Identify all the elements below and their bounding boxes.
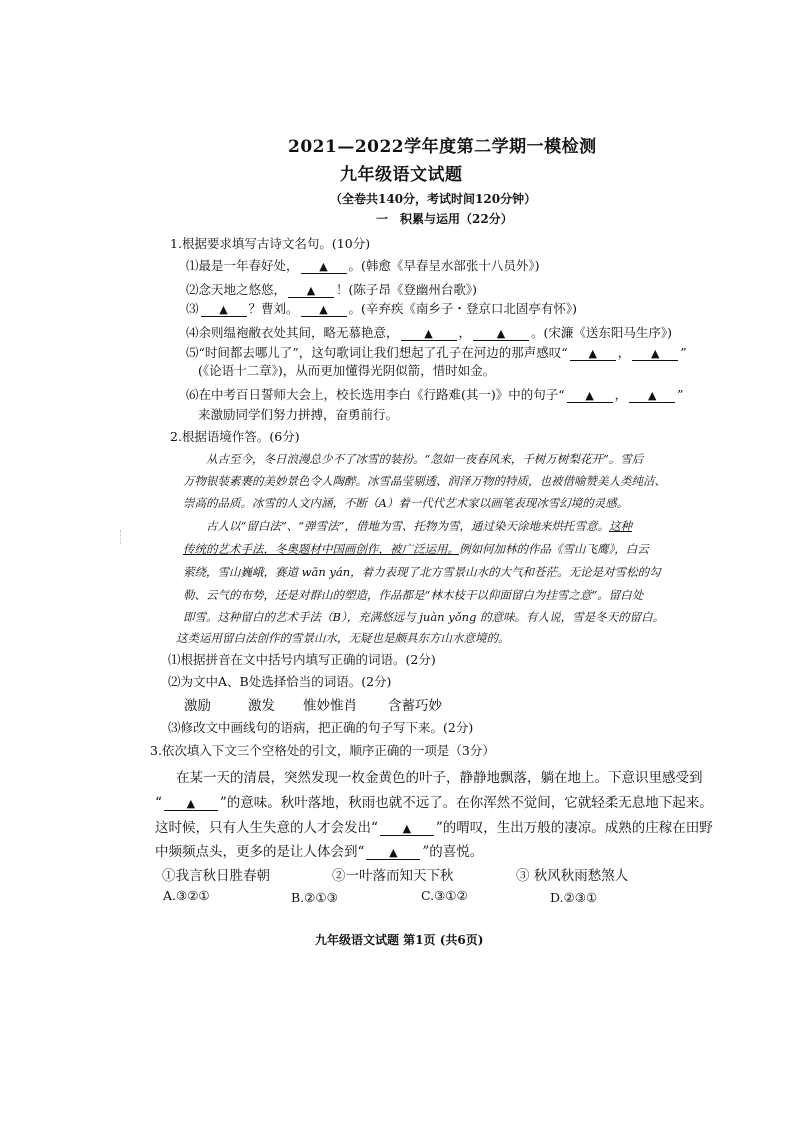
word-option[interactable]: 惟妙惟肖: [303, 698, 357, 714]
q2-passage-line: 从古至今，冬日浪漫总少不了冰雪的装扮。“忽如一夜春风来，千树万树梨花开”。雪后: [206, 452, 644, 466]
q1-item-5-cont: (《论语十二章》)，从而更加懂得光阴似箭，惜时如金。: [198, 363, 496, 378]
q2-passage-line: 这类运用留白法创作的雪景山水，无疑也是颇具东方山水意境的。: [176, 631, 510, 645]
quote-3: ③ 秋风秋雨愁煞人: [516, 868, 629, 884]
answer-blank[interactable]: ▲: [401, 327, 457, 341]
word-option[interactable]: 激发: [248, 698, 275, 714]
page-footer: 九年级语文试题 第1页 (共6页): [315, 933, 484, 947]
word-option[interactable]: 含蓄巧妙: [388, 698, 442, 714]
q1-item-2: ⑵念天地之悠悠， ▲ ！(陈子昂《登幽州台歌》): [186, 282, 478, 297]
q2-passage-line: 崇高的品质。冰雪的人文内涵，不断（A）着一代代艺术家以画笔表现冰雪幻境的灵感。: [183, 496, 629, 510]
q1-item-6: ⑹在中考百日誓师大会上，校长选用李白《行路难(其一)》中的句子“ ▲ ， ▲ ”: [186, 387, 684, 402]
q1-item-3: ⑶ ▲ ？曹刘。 ▲ 。(辛弃疾《南乡子・登京口北固亭有怀》): [186, 301, 578, 316]
q2-passage-line: 萦绕，雪山巍峨，赛道 wān yán，着力表现了北方雪景山水的大气和苍茫。无论是对雪松的勾: [183, 565, 661, 579]
underlined-sentence: 这种: [609, 519, 633, 533]
answer-blank[interactable]: ▲: [301, 303, 347, 317]
q2-passage-line: 即雪。这种留白的艺术手法（B），充满悠远与 juàn yǒng 的意味。有人说，雪是冬天的留白。: [183, 610, 665, 624]
q3-passage-line: 这时候，只有人生失意的人才会发出“ ▲ ”的喟叹，生出万般的凄凉。成熟的庄稼在田野: [155, 820, 713, 836]
answer-blank[interactable]: ▲: [288, 284, 334, 298]
section-heading: 一 积累与运用（22分）: [376, 212, 513, 226]
q3-stem: 3.依次填入下文三个空格处的引文，顺序正确的一项是（3分）: [150, 743, 495, 758]
choice-c[interactable]: C.③①②: [421, 888, 468, 903]
quote-2: ②一叶落而知天下秋: [332, 868, 454, 884]
answer-blank[interactable]: ▲: [164, 797, 218, 811]
answer-blank[interactable]: ▲: [301, 260, 347, 274]
word-option[interactable]: 激励: [184, 698, 211, 714]
exam-title: 2021—2022学年度第二学期一模检测: [288, 137, 597, 157]
choice-b[interactable]: B.②①③: [291, 890, 338, 905]
scan-artifact: [120, 530, 129, 544]
answer-blank[interactable]: ▲: [201, 303, 247, 317]
q1-item-6-cont: 来激励同学们努力拼搏，奋勇前行。: [198, 407, 399, 422]
answer-blank[interactable]: ▲: [567, 389, 613, 403]
q1-item-4: ⑷余则缊袍敝衣处其间，略无慕艳意， ▲ ， ▲ 。(宋濂《送东阳马生序》): [186, 325, 673, 340]
q1-item-1: ⑴最是一年春好处， ▲ 。(韩愈《早春呈水部张十八员外》): [186, 258, 540, 273]
q3-passage-line: 在某一天的清晨，突然发现一枚金黄色的叶子，静静地飘落，躺在地上。下意识里感受到: [176, 770, 703, 786]
q2-passage-line: 古人以“留白法”、“弹雪法”，借地为雪、托物为雪，通过染天涂地来烘托雪意。这种: [206, 519, 633, 533]
choice-d[interactable]: D.②③①: [550, 890, 598, 905]
quote-1: ①我言秋日胜春朝: [162, 868, 270, 884]
q1-item-5: ⑸“时间都去哪儿了”，这句歌词让我们想起了孔子在河边的那声感叹“ ▲ ， ▲ ”: [186, 345, 687, 360]
underlined-sentence: 传统的艺术手法，冬奥题材中国画创作，被广泛运用。: [183, 542, 459, 556]
answer-blank[interactable]: ▲: [632, 347, 678, 361]
answer-blank[interactable]: ▲: [473, 327, 529, 341]
choice-a[interactable]: A.③②①: [163, 888, 210, 903]
q2-sub-1: ⑴根据拼音在文中括号内填写正确的词语。(2分): [168, 652, 436, 667]
answer-blank[interactable]: ▲: [366, 846, 420, 860]
exam-meta: （全卷共140分，考试时间120分钟）: [330, 192, 537, 206]
q3-passage-line: “ ▲ ”的意味。秋叶落地，秋雨也就不远了。在你浑然不觉间，它就轻柔无息地下起来。: [155, 795, 713, 811]
q2-passage-line: 万物银装素裹的美妙景色令人陶醉。冰雪晶莹剔透、润泽万物的特质，也被借喻赞美人类纯洁、: [183, 474, 666, 488]
q3-passage-line: 中频频点头，更多的是让人体会到“ ▲ ”的喜悦。: [155, 844, 484, 860]
answer-blank[interactable]: ▲: [380, 822, 434, 836]
q2-stem: 2.根据语境作答。(6分): [170, 429, 300, 444]
q2-passage-line: 勒、云气的布势，还是对群山的塑造，作品都是“林木枝干以仰面留白为挂雪之意”。留白处: [183, 588, 644, 602]
q2-sub-3: ⑶修改文中画线句的语病，把正确的句子写下来。(2分): [168, 720, 474, 735]
q2-sub-2: ⑵为文中A、B处选择恰当的词语。(2分): [168, 674, 392, 689]
q1-stem: 1.根据要求填写古诗文名句。(10分): [170, 236, 371, 251]
answer-blank[interactable]: ▲: [629, 389, 675, 403]
q2-passage-line: 传统的艺术手法，冬奥题材中国画创作，被广泛运用。例如何加林的作品《雪山飞鹰》，白云: [183, 542, 649, 556]
answer-blank[interactable]: ▲: [570, 347, 616, 361]
exam-subtitle: 九年级语文试题: [340, 165, 463, 185]
